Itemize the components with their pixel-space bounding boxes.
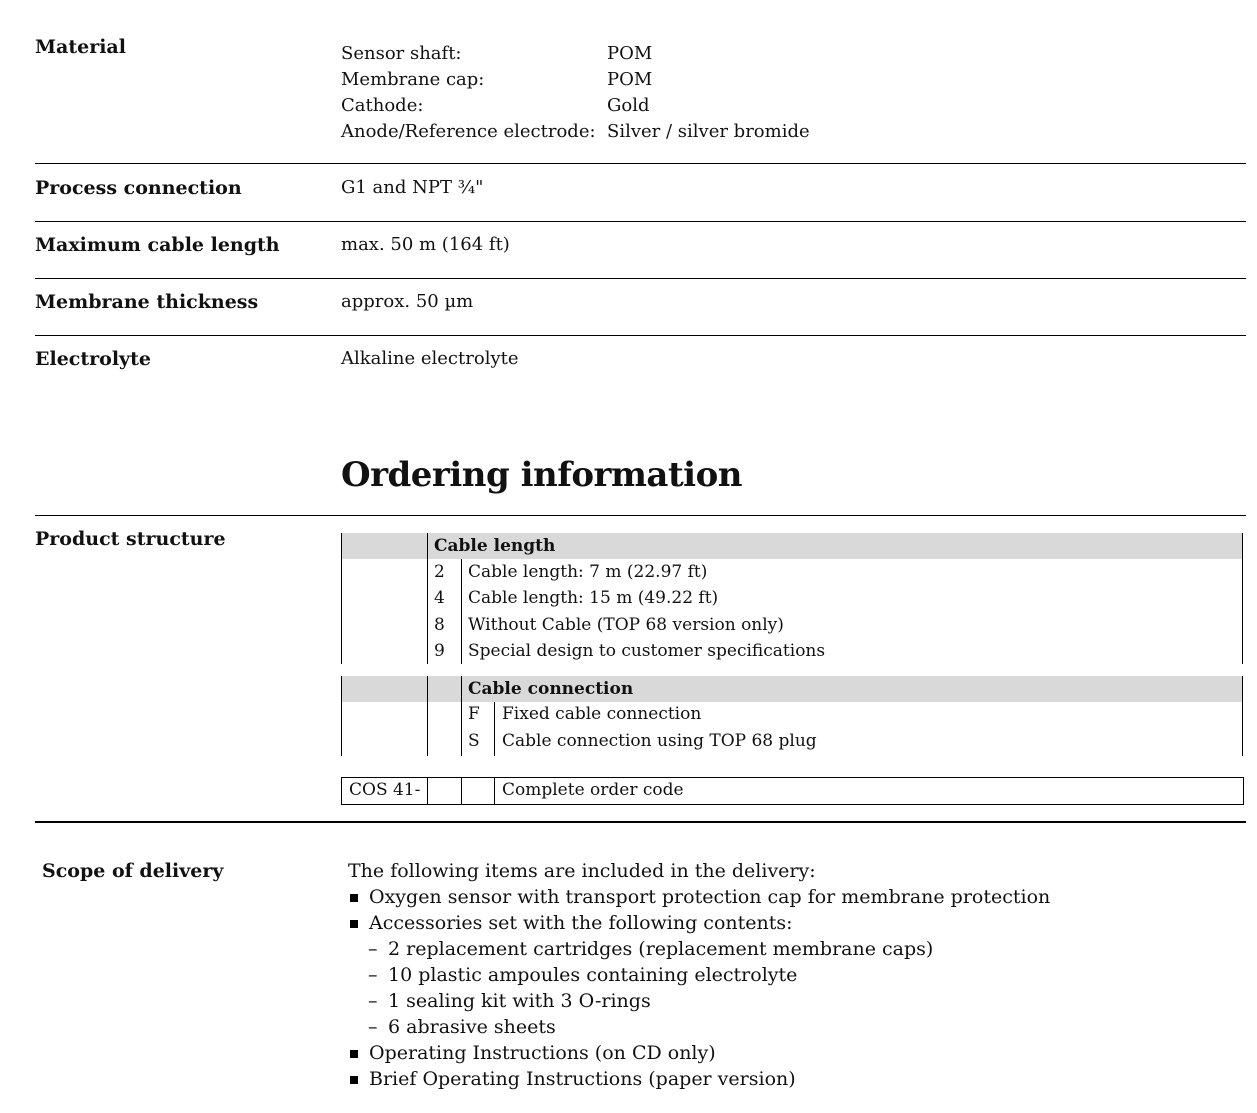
electrolyte-section	[35, 348, 1246, 378]
scope-list	[348, 858, 1050, 1092]
ordering-heading: Ordering information	[341, 455, 742, 495]
material-section	[35, 36, 1246, 156]
bullet-icon	[350, 920, 358, 928]
bullet-icon	[350, 894, 358, 902]
process-connection-label: Process connection	[35, 177, 242, 199]
order-code-prefix: COS 41-	[349, 780, 421, 800]
cable-length-table	[341, 533, 1243, 664]
table-border	[341, 676, 342, 756]
material-row: Cathode: Gold	[341, 95, 650, 116]
electrolyte-label: Electrolyte	[35, 348, 151, 370]
process-connection-value: G1 and NPT ¾"	[341, 177, 484, 198]
bullet-icon	[350, 1076, 358, 1084]
divider	[35, 278, 1246, 279]
table-border	[494, 778, 495, 804]
option-text: Cable connection using TOP 68 plug	[502, 731, 817, 751]
table-border	[461, 778, 462, 804]
list-subitem: – 2 replacement cartridges (replacement membrane caps)	[368, 938, 934, 960]
material-list	[341, 41, 810, 145]
table-border	[427, 676, 428, 756]
option-text: Cable length: 7 m (22.97 ft)	[468, 562, 708, 582]
list-subitem: – 10 plastic ampoules containing electrolyte	[368, 964, 798, 986]
table-border	[461, 559, 462, 664]
max-cable-length-section	[35, 234, 1246, 264]
option-code: S	[468, 731, 480, 751]
option-code: F	[468, 704, 480, 724]
material-row: Membrane cap: POM	[341, 69, 653, 90]
process-connection-section	[35, 177, 1246, 207]
table-border	[1242, 533, 1243, 664]
table-border	[461, 676, 462, 756]
max-cable-length-value: max. 50 m (164 ft)	[341, 234, 510, 255]
list-item: Brief Operating Instructions (paper version)	[348, 1066, 1050, 1092]
bullet-icon	[350, 1050, 358, 1058]
table-border	[341, 533, 342, 664]
cable-connection-header: Cable connection	[468, 679, 634, 699]
max-cable-length-label: Maximum cable length	[35, 234, 280, 256]
cable-length-header: Cable length	[434, 536, 556, 556]
list-subitem: – 1 sealing kit with 3 O-rings	[368, 990, 651, 1012]
product-structure-label: Product structure	[35, 528, 226, 550]
list-item: Accessories set with the following contents:	[348, 910, 1050, 936]
material-row: Anode/Reference electrode: Silver / silver bromide	[341, 121, 810, 142]
electrolyte-value: Alkaline electrolyte	[341, 348, 519, 369]
option-code: 4	[434, 588, 445, 608]
option-code: 9	[434, 641, 445, 661]
membrane-thickness-section	[35, 291, 1246, 321]
scope-label: Scope of delivery	[42, 860, 224, 882]
divider	[35, 221, 1246, 222]
order-code-text: Complete order code	[502, 780, 684, 800]
table-border	[427, 533, 428, 664]
scope-section	[42, 860, 342, 890]
order-code-box	[341, 777, 1244, 805]
material-label: Material	[35, 36, 126, 58]
option-code: 2	[434, 562, 445, 582]
divider	[35, 821, 1246, 823]
divider	[35, 515, 1246, 516]
table-border	[494, 702, 495, 756]
option-code: 8	[434, 615, 445, 635]
list-item: Oxygen sensor with transport protection cap for membrane protection	[348, 884, 1050, 910]
dash-icon: –	[368, 1016, 378, 1038]
cable-connection-table	[341, 676, 1243, 756]
scope-intro: The following items are included in the delivery:	[348, 860, 816, 882]
table-border	[1242, 676, 1243, 756]
table-border	[427, 778, 428, 804]
divider	[35, 335, 1246, 336]
membrane-thickness-value: approx. 50 µm	[341, 291, 474, 312]
membrane-thickness-label: Membrane thickness	[35, 291, 259, 313]
option-text: Without Cable (TOP 68 version only)	[468, 615, 784, 635]
dash-icon: –	[368, 938, 378, 960]
option-text: Fixed cable connection	[502, 704, 702, 724]
list-item: Operating Instructions (on CD only)	[348, 1040, 1050, 1066]
option-text: Cable length: 15 m (49.22 ft)	[468, 588, 719, 608]
dash-icon: –	[368, 990, 378, 1012]
list-subitem: – 6 abrasive sheets	[368, 1016, 556, 1038]
divider	[35, 163, 1246, 164]
material-row: Sensor shaft: POM	[341, 43, 653, 64]
option-text: Special design to customer specifications	[468, 641, 826, 661]
dash-icon: –	[368, 964, 378, 986]
